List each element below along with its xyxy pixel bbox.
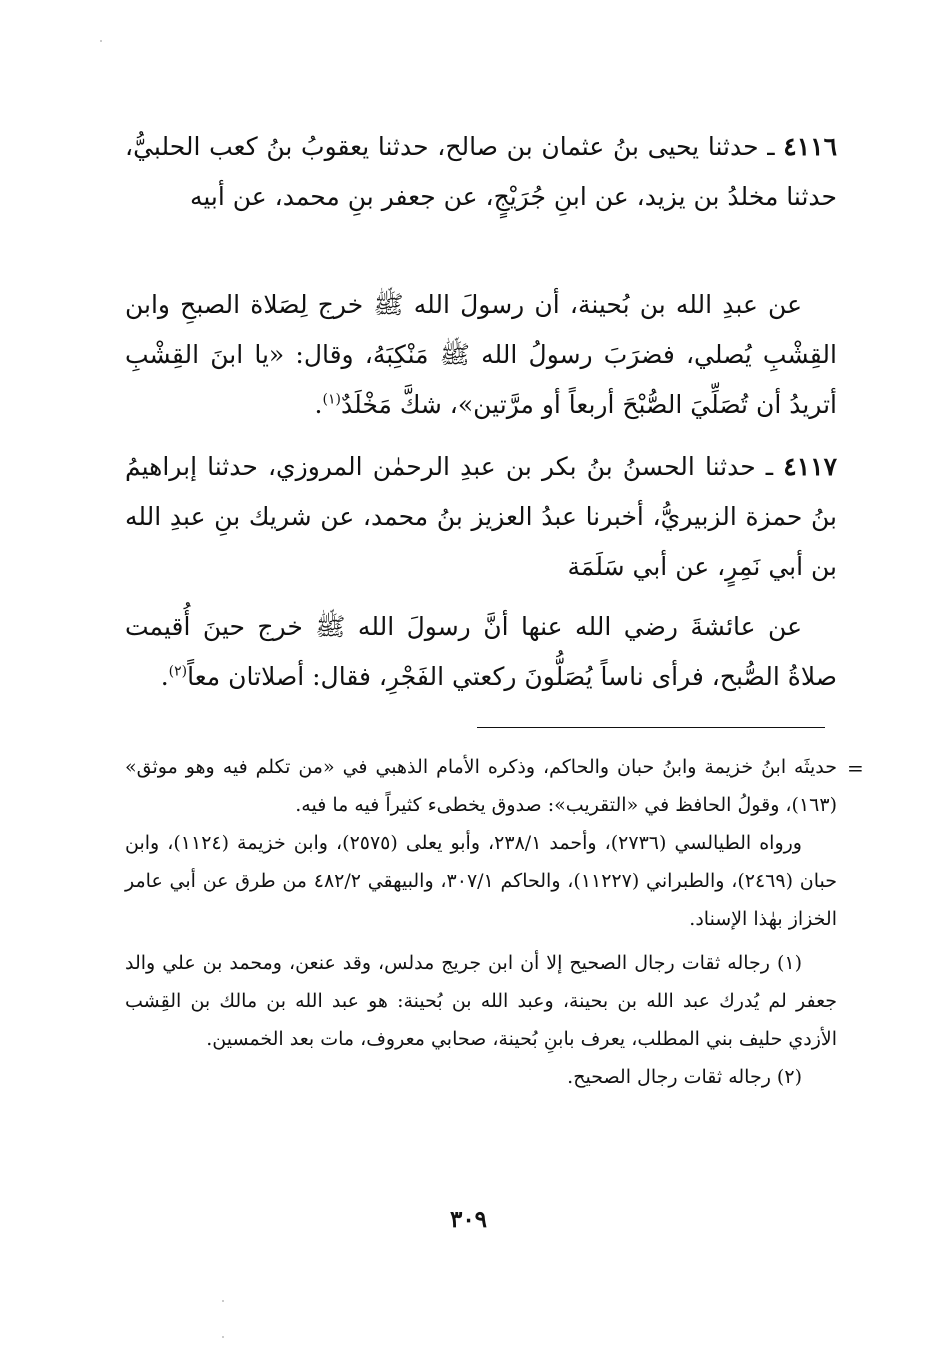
footnote-continued: ورواه الطيالسي (٢٧٣٦)، وأحمد ٢٣٨/١، وأبو يعلى (٢٥٧٥)، وابن خزيمة (١١٢٤)، وابن حبان (٢٤٦٩)، والطبراني (١١٢٢٧)، والحاكم ٣٠٧/١، والبيهقي ٤٨٢/٢ من طرق عن أبي عامر الخزاز بهٰذا الإسناد.	[125, 832, 837, 930]
hadith-isnad	[125, 122, 837, 222]
page-number: ٣٠٩	[449, 1206, 488, 1233]
hadith-matn	[125, 602, 837, 702]
hadith-4116-matn	[125, 280, 837, 430]
matn-end: .	[314, 390, 323, 419]
hadith-number: ٤١١٧	[783, 452, 837, 481]
isnad-text: ـ حدثنا يحيى بنُ عثمان بن صالح، حدثنا يعقوبُ بنُ كعب الحلبيُّ، حدثنا مخلدُ بن يزيد، عن ابنِ جُرَيْجٍ، عن جعفر بنِ محمد، عن أبيه	[125, 132, 837, 211]
matn-text: عن عائشةَ رضي الله عنها أنَّ رسولَ الله ﷺ خرج حينَ أُقيمت صلاةُ الصُّبح، فرأى ناساً يُصَلُّونَ ركعتي الفَجْرِ، فقال: أصلاتان معاً	[125, 612, 837, 691]
footnote-2: (٢) رجاله ثقات رجال الصحيح.	[567, 1066, 802, 1088]
hadith-matn	[125, 280, 837, 430]
hadith-4117	[125, 442, 837, 592]
hadith-number: ٤١١٦	[783, 132, 837, 161]
matn-text: عن عبدِ الله بن بُحينة، أن رسولَ الله ﷺ خرج لِصَلاة الصبحِ وابن القِشْبِ يُصلي، فضرَبَ رسولُ الله ﷺ مَنْكِبَهُ، وقال: «يا ابنَ القِشْبِ أتريدُ أن تُصَلِّيَ الصُّبْحَ أربعاً أو مرَّتين»، شكَّ مَخْلَدٌ	[125, 290, 837, 419]
hadith-4116	[125, 122, 837, 222]
isnad-text: ـ حدثنا الحسنُ بنُ بكر بن عبدِ الرحمٰن المروزي، حدثنا إبراهيمُ بنُ حمزة الزبيريُّ، أخبرنا عبدُ العزيز بنُ محمد، عن شريك بنِ عبدِ الله بن أبي نَمِرٍ، عن أبي سَلَمَة	[125, 452, 837, 581]
scan-speck	[222, 1336, 224, 1338]
scan-speck	[100, 40, 102, 42]
footnote-separator	[477, 727, 825, 728]
footnotes	[125, 748, 837, 1096]
continuation-mark: =	[847, 756, 864, 780]
footnote-continued: حديثَه ابنُ خزيمة وابنُ حبان والحاكم، وذكره الأمام الذهبي في «من تكلم فيه وهو موثق» (١٦٣)، وقولُ الحافظ في «التقريب»: صدوق يخطىء كثيراً فيه ما فيه.	[125, 756, 837, 816]
hadith-isnad	[125, 442, 837, 592]
hadith-4117-matn	[125, 602, 837, 702]
footnote-ref: (١)	[322, 391, 341, 408]
footnote-ref: (٢)	[168, 663, 188, 680]
matn-end: .	[160, 662, 169, 691]
footnote-1: (١) رجاله ثقات رجال الصحيح إلا أن ابن جريج مدلس، وقد عنعن، ومحمد بن علي والد جعفر لم يُدرك عبد الله بن بحينة، وعبد الله بن بُحينة: هو عبد الله بن مالك بن القِشب الأزدي حليف بني المطلب، يعرف بابنِ بُحينة، صحابي معروف، مات بعد الخمسين.	[125, 952, 837, 1050]
scan-speck	[222, 1300, 224, 1302]
